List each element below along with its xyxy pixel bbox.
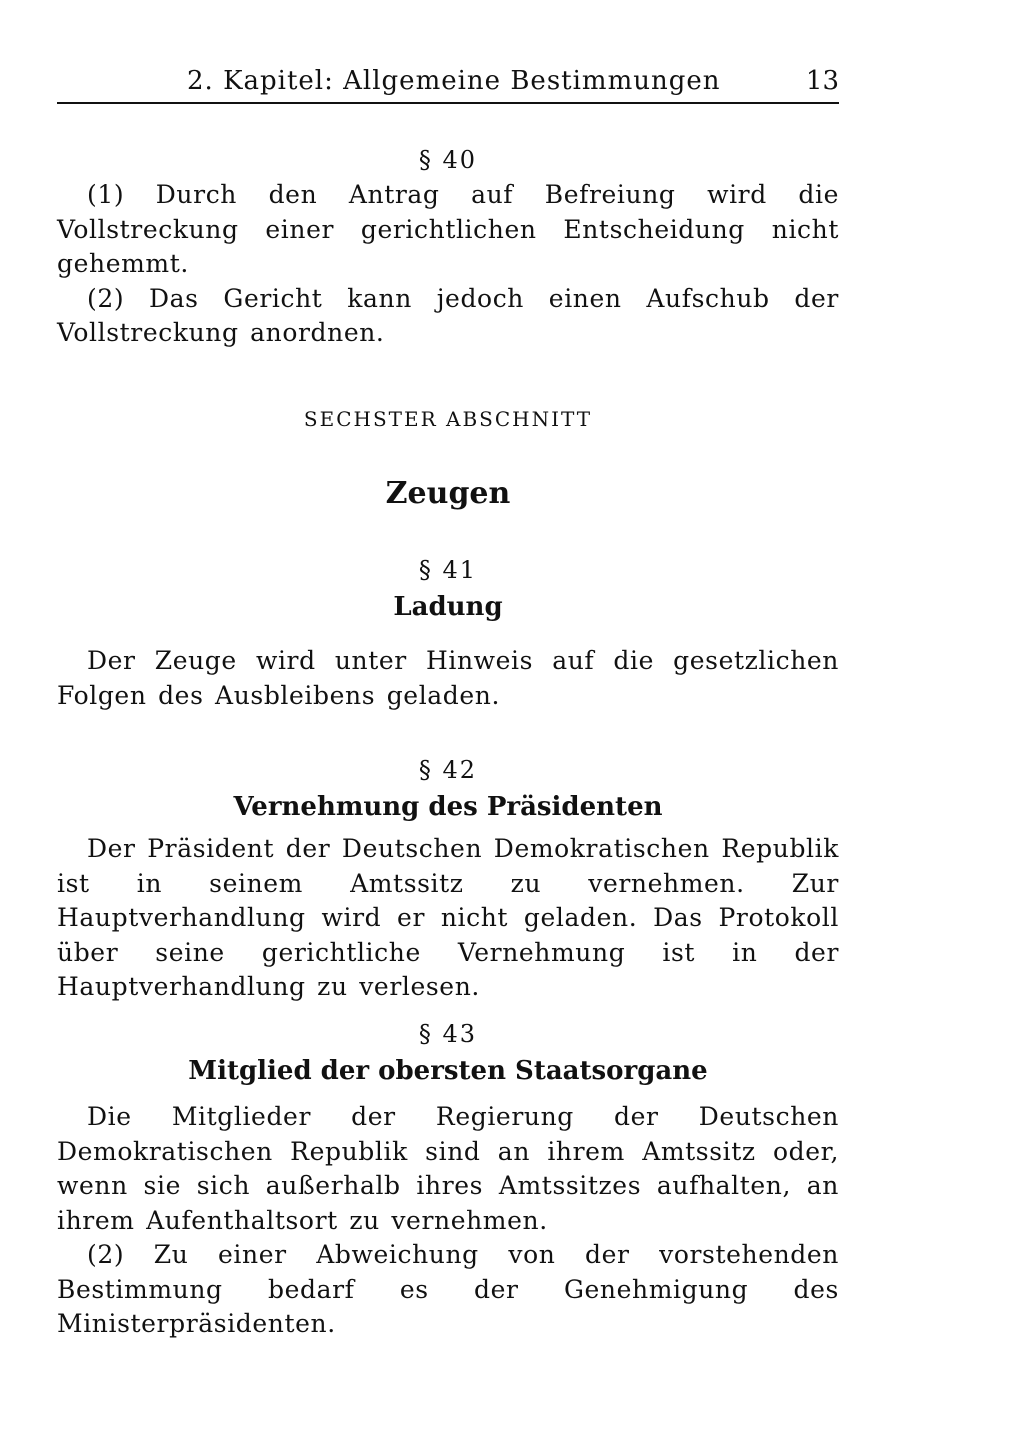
section-42 bbox=[57, 752, 839, 1005]
chapter-label: SECHSTER ABSCHNITT bbox=[303, 407, 593, 431]
section-42-text: Der Präsident der Deutschen Demokratischen Republik ist in seinem Amtssitz zu vernehmen. Zur Hauptverhandlung wird er nicht geladen. Das Protokoll über seine gerichtliche Vernehmung ist in der Hauptverhandlung zu verlesen. bbox=[57, 834, 839, 1001]
running-header bbox=[57, 62, 839, 104]
section-43-paragraph-1: Die Mitglieder der Regierung der Deutschen Demokratischen Republik sind an ihrem Amtssitz oder, wenn sie sich außerhalb ihres Amtssitzes aufhalten, an ihrem Aufenthaltsort zu vernehmen. bbox=[57, 1102, 839, 1235]
section-42-heading: Vernehmung des Präsidenten bbox=[233, 792, 663, 822]
section-40 bbox=[57, 142, 839, 351]
chapter-title: Zeugen bbox=[385, 476, 511, 511]
page-number: 13 bbox=[805, 66, 839, 96]
section-43-heading: Mitglied der obersten Staatsorgane bbox=[188, 1056, 708, 1086]
section-41-heading: Ladung bbox=[393, 592, 503, 622]
running-title: 2. Kapitel: Allgemeine Bestimmungen bbox=[187, 66, 721, 96]
section-41 bbox=[57, 552, 839, 713]
section-43 bbox=[57, 1016, 839, 1342]
chapter-title-block bbox=[57, 474, 839, 514]
chapter-heading bbox=[57, 404, 839, 434]
section-41-number: § 41 bbox=[418, 556, 478, 584]
section-43-number: § 43 bbox=[418, 1020, 478, 1048]
section-43-paragraph-2: (2) Zu einer Abweichung von der vorstehenden Bestimmung bedarf es der Genehmigung des Ministerpräsidenten. bbox=[57, 1240, 839, 1338]
book-page bbox=[57, 0, 839, 1446]
section-40-paragraph-1: (1) Durch den Antrag auf Befreiung wird die Vollstreckung einer gerichtlichen Entscheidung nicht gehemmt. bbox=[57, 180, 839, 278]
section-40-paragraph-2: (2) Das Gericht kann jedoch einen Aufschub der Vollstreckung anordnen. bbox=[57, 283, 839, 347]
section-40-number: § 40 bbox=[418, 146, 478, 174]
section-42-number: § 42 bbox=[418, 756, 478, 784]
section-41-text: Der Zeuge wird unter Hinweis auf die gesetzlichen Folgen des Ausbleibens geladen. bbox=[57, 646, 839, 710]
